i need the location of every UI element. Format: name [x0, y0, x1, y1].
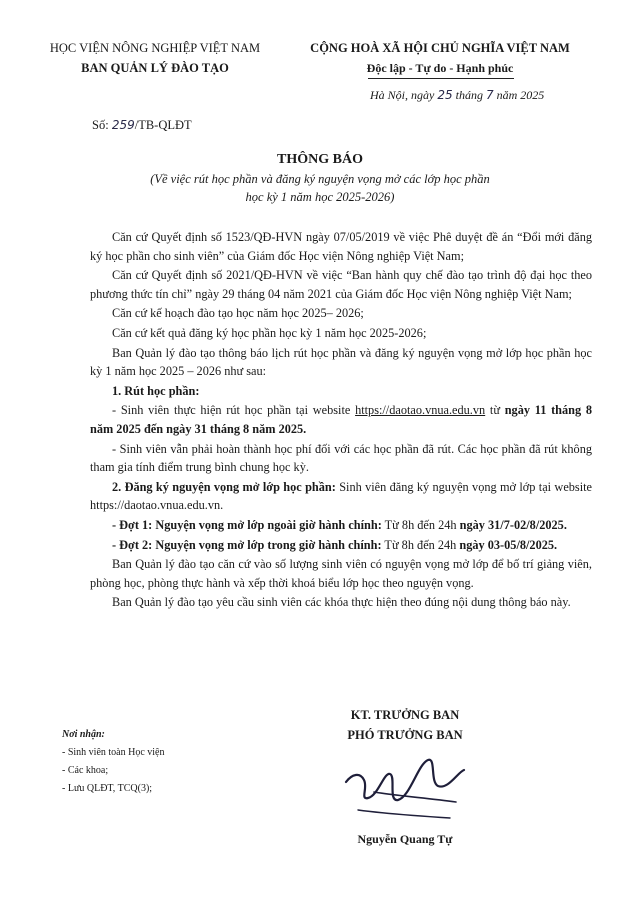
closing-paragraph-2: Ban Quản lý đào tạo yêu cầu sinh viên các khóa thực hiện theo đúng nội dung thông báo này.: [112, 595, 571, 610]
recipients-list: [62, 744, 165, 798]
signer-name: Nguyễn Quang Tự: [357, 832, 453, 846]
round-1-text: Từ 8h đến 24h: [381, 517, 460, 532]
date-line: [370, 88, 544, 103]
signature-title-1: KT. TRƯỞNG BAN: [350, 708, 460, 722]
subtitle-line-2: học kỳ 1 năm học 2025-2026): [245, 190, 395, 204]
date-month: 7: [485, 88, 494, 102]
round-1-dates: ngày 31/7-02/8/2025.: [459, 517, 567, 532]
basis-paragraph-1: Căn cứ Quyết định số 1523/QĐ-HVN ngày 07/05/2019 về việc Phê duyệt đề án “Đổi mới đăng ký học phần cho sinh viên” của Giám đốc Học viện Nông nghiệp Việt Nam;: [90, 230, 592, 263]
document-body: [90, 228, 592, 613]
recipient-item: - Các khoa;: [62, 762, 165, 780]
header-right: [290, 38, 590, 78]
section-2: [90, 478, 592, 515]
basis-paragraph-2: Căn cứ Quyết định số 2021/QĐ-HVN về việc “Ban hành quy chế đào tạo trình độ đại học theo phương thức tín chỉ” ngày 29 tháng 04 năm 2021 của Giám đốc Học viện Nông nghiệp Việt Nam;: [90, 268, 592, 301]
recipient-item: - Sinh viên toàn Học viện: [62, 744, 165, 762]
date-year: năm 2025: [496, 88, 545, 102]
doc-number-suffix: /TB-QLĐT: [134, 118, 192, 132]
round-2: [90, 536, 592, 555]
round-2-text: Từ 8h đến 24h: [381, 537, 460, 552]
intro-paragraph: Ban Quản lý đào tạo thông báo lịch rút học phần và đăng ký nguyện vọng mở lớp học phần học kỳ 1 năm học 2025 – 2026 như sau:: [90, 345, 592, 379]
basis-paragraph-4: Căn cứ kết quả đăng ký học phần học kỳ 1 năm học 2025-2026;: [112, 325, 427, 340]
round-1-title: - Đợt 1: Nguyện vọng mở lớp ngoài giờ hành chính:: [112, 517, 382, 532]
closing-paragraph-1: Ban Quản lý đào tạo căn cứ vào số lượng sinh viên có nguyện vọng mở lớp để bố trí giảng viên, phòng học, phòng thực hành và xếp thời khoá biểu lớp học theo nguyện vọng.: [90, 557, 592, 590]
document-number: [92, 118, 192, 133]
nation-name: CỘNG HOÀ XÃ HỘI CHỦ NGHĨA VIỆT NAM: [310, 41, 570, 55]
header-left: [30, 38, 280, 78]
round-1: [90, 516, 592, 535]
section-1-item-a: [90, 401, 592, 438]
subtitle-line-1: (Về việc rút học phần và đăng ký nguyện vọng mở các lớp học phần: [150, 172, 490, 186]
s1a-mid: từ: [485, 403, 505, 418]
doc-number-value: 259: [111, 118, 135, 132]
round-2-title: - Đợt 2: Nguyện vọng mở lớp trong giờ hành chính:: [112, 537, 382, 552]
section-1-title: 1. Rút học phần:: [112, 383, 200, 398]
motto: Độc lập - Tự do - Hạnh phúc: [366, 61, 514, 75]
recipient-item: - Lưu QLĐT, TCQ(3);: [62, 780, 165, 798]
signature-block: [320, 705, 490, 745]
section-2-text: Sinh viên đăng ký nguyện vọng mở lớp tại website https://daotao.vnua.edu.vn.: [90, 479, 592, 513]
handwritten-signature: [338, 752, 478, 827]
recipients-block: [62, 726, 165, 798]
date-prefix: Hà Nội, ngày: [370, 88, 435, 102]
motto-underline: [368, 78, 514, 79]
s1a-text: - Sinh viên thực hiện rút học phần tại website: [112, 403, 356, 418]
doc-number-label: Số:: [92, 118, 109, 132]
recipients-title: Nơi nhận:: [62, 729, 105, 740]
round-2-dates: ngày 03-05/8/2025.: [459, 537, 558, 552]
date-day: 25: [437, 88, 453, 102]
date-month-label: tháng: [455, 88, 483, 102]
section-2-title: 2. Đăng ký nguyện vọng mở lớp học phần:: [112, 479, 336, 494]
dept-name: BAN QUẢN LÝ ĐÀO TẠO: [81, 61, 229, 75]
signature-title-2: PHÓ TRƯỞNG BAN: [347, 728, 463, 742]
section-1-item-b: - Sinh viên vẫn phải hoàn thành học phí đối với các học phần đã rút. Các học phần đã rút không tham gia tính điểm trung bình chung học kỳ.: [90, 441, 592, 475]
org-name: HỌC VIỆN NÔNG NGHIỆP VIỆT NAM: [49, 41, 261, 55]
website-link[interactable]: https://daotao.vnua.edu.vn: [355, 403, 486, 418]
basis-paragraph-3: Căn cứ kế hoạch đào tạo học năm học 2025– 2026;: [112, 306, 364, 321]
title-block: [60, 150, 580, 206]
s1a-dates: ngày 11 tháng 8 năm 2025 đến ngày 31 tháng 8 năm 2025.: [90, 403, 593, 436]
document-title: THÔNG BÁO: [277, 152, 363, 167]
